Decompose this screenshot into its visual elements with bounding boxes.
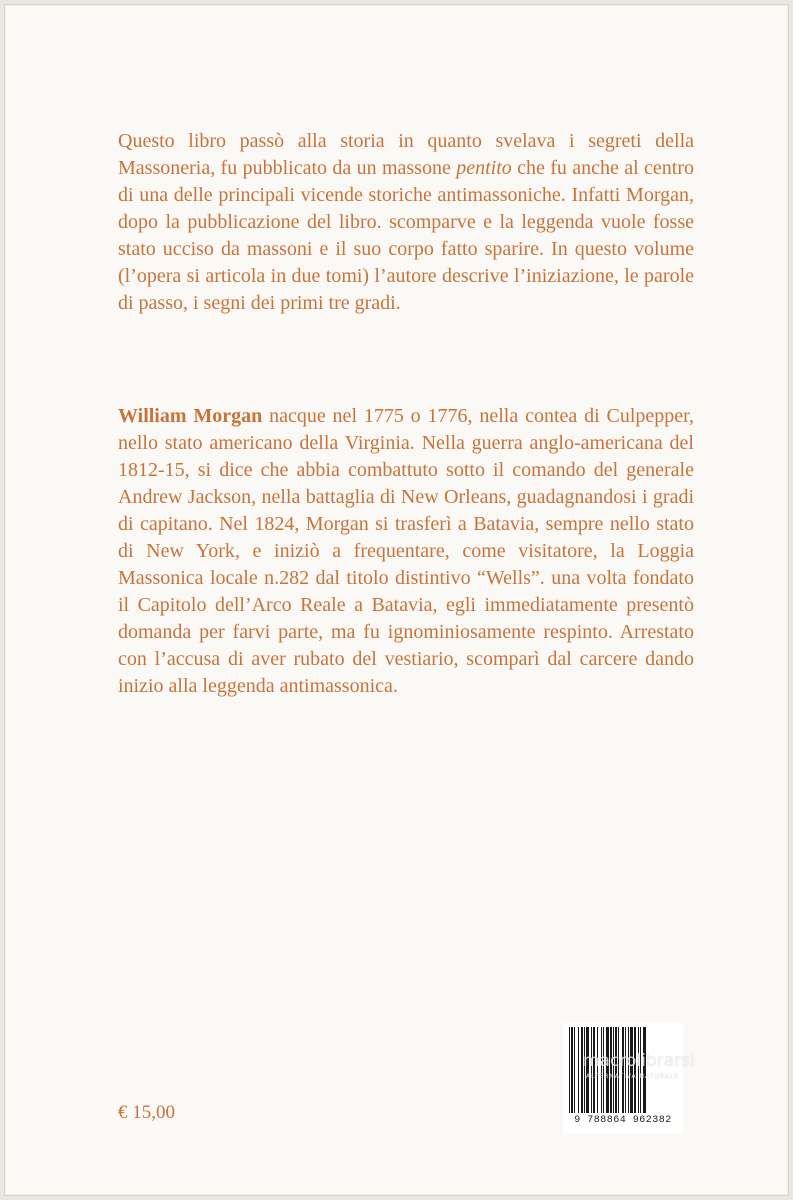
barcode-bar [630, 1027, 633, 1113]
barcode-bar [603, 1027, 604, 1113]
watermark-tagline: ALTERNATIVA NATURALE [586, 1073, 679, 1080]
barcode-bar [628, 1027, 629, 1113]
barcode-bar [610, 1027, 612, 1113]
barcode-bar [586, 1027, 589, 1113]
description-text-start: Questo libro passò alla storia in quanto svelava i segreti della Massoneria, fu pubblicato da un massone [118, 130, 694, 179]
watermark-logo: macrolibrarsi [583, 1051, 695, 1071]
barcode-bar [578, 1027, 579, 1113]
barcode-bar [597, 1027, 598, 1113]
author-biography [118, 403, 694, 700]
barcode-bar [638, 1027, 639, 1113]
barcode-bar [634, 1027, 636, 1113]
barcode-bars-icon [568, 1027, 678, 1117]
barcode-bar [571, 1027, 573, 1113]
barcode-bar [581, 1027, 583, 1113]
barcode-bar [591, 1027, 592, 1113]
barcode-bar [606, 1027, 609, 1113]
barcode-bar [622, 1027, 624, 1113]
book-back-cover [4, 4, 789, 1196]
barcode-bar [615, 1027, 617, 1113]
barcode-bar [601, 1027, 602, 1113]
description-emphasis: pentito [456, 157, 512, 179]
barcode-bar [574, 1027, 575, 1113]
barcode-bar [618, 1027, 619, 1113]
barcode-bar [643, 1027, 646, 1113]
book-description [118, 128, 694, 317]
barcode-bar [613, 1027, 614, 1113]
author-name: William Morgan [118, 405, 263, 427]
price-label: € 15,00 [118, 1102, 175, 1123]
isbn-number: 9 788864 962382 [574, 1115, 672, 1126]
biography-text: nacque nel 1775 o 1776, nella contea di Culpepper, nello stato americano della Virginia. Nella guerra anglo-americana del 1812-15, si dice che abbia combattuto sotto il comando del generale Andrew Jackson, nella battaglia di New Orleans, guadagnandosi i gradi di capitano. Nel 1824, Morgan si trasferì a Batavia, sempre nello stato di New York, e iniziò a frequentare, come visitatore, la Loggia Massonica locale n.282 dal titolo distintivo “Wells”. una volta fondato il Capitolo dell’Arco Reale a Batavia, egli immediatamente presentò domanda per farvi parte, ma fu ignominiosamente respinto. Arrestato con l’accusa di aver rubato del vestiario, scomparì dal carcere dando inizio alla leggenda antimassonica. [118, 405, 695, 697]
barcode-bar [593, 1027, 595, 1113]
barcode-bar [640, 1027, 641, 1113]
barcode-bar [584, 1027, 585, 1113]
barcode-bar [569, 1027, 570, 1113]
barcode-bar [625, 1027, 626, 1113]
description-text-end: che fu anche al centro di una delle principali vicende storiche antimassoniche. Infatti Morgan, dopo la pubblicazione del libro. scomparve e la leggenda vuole fosse stato ucciso da massoni e il suo corpo fatto sparire. In questo volume (l’opera si articola in due tomi) l’autore descrive l’iniziazione, le parole di passo, i segni dei primi tre gradi. [118, 157, 694, 314]
